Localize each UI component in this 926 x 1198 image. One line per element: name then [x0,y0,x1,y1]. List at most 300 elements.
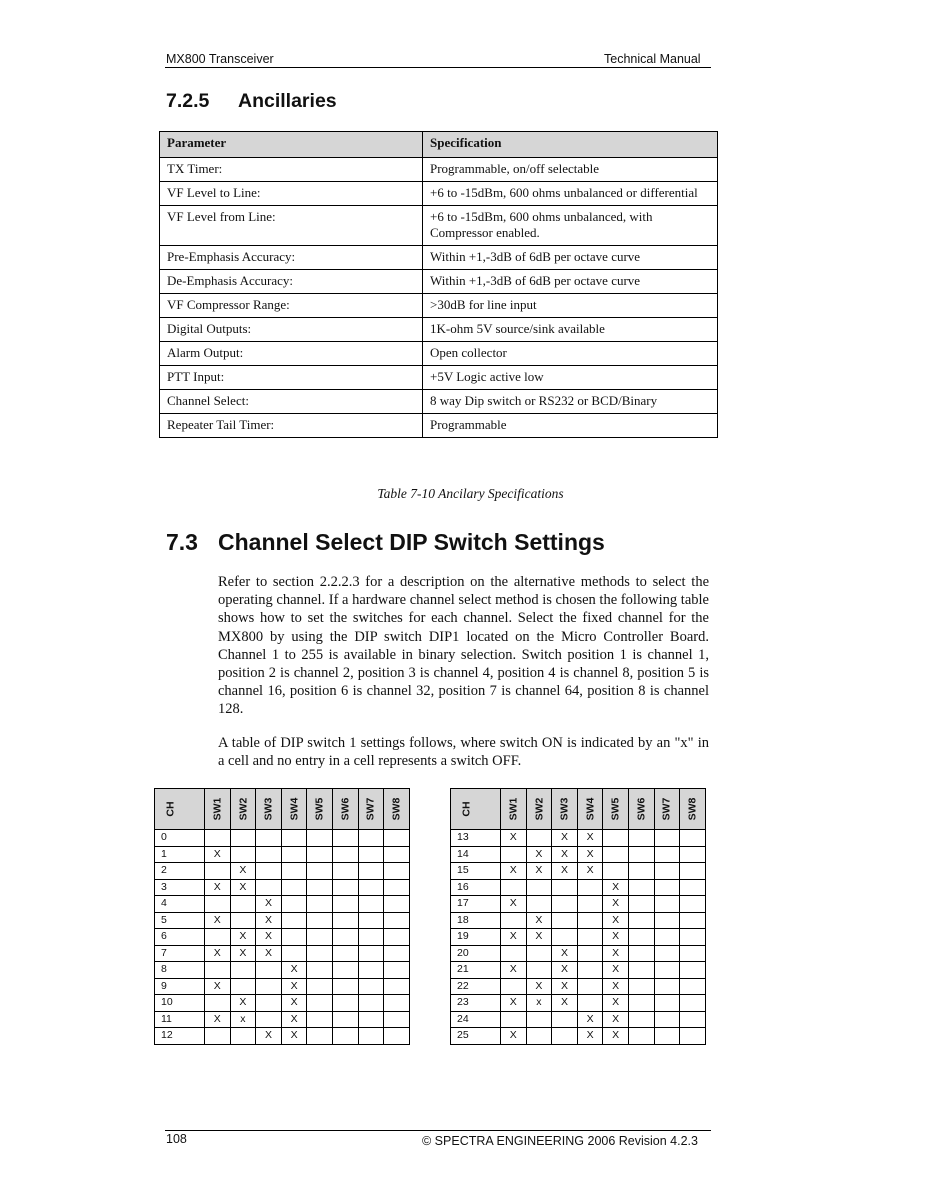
switch-cell [332,863,358,880]
dip-table-header-row [451,789,706,830]
dip-switch-table-left [154,788,410,1045]
parameter-cell: Digital Outputs: [160,318,423,342]
switch-cell [384,912,410,929]
switch-cell [307,896,333,913]
ancillary-spec-table [159,131,718,438]
switch-cell: X [577,846,603,863]
channel-cell: 10 [155,995,205,1012]
switch-cell [654,945,680,962]
switch-cell [332,962,358,979]
switch-cell: X [281,1011,307,1028]
switch-cell [384,830,410,847]
spec-table-row [160,342,718,366]
switch-cell [384,962,410,979]
switch-cell [384,1011,410,1028]
switch-cell [358,978,384,995]
page-number: 108 [166,1132,187,1146]
parameter-cell: VF Compressor Range: [160,294,423,318]
switch-cell [577,995,603,1012]
switch-cell [281,879,307,896]
column-header-sw8 [680,789,706,830]
switch-cell: X [603,929,629,946]
column-header-specification: Specification [423,132,718,158]
switch-cell [654,962,680,979]
switch-cell [577,896,603,913]
dip-table-row [451,1011,706,1028]
switch-cell: X [501,962,527,979]
spec-table-row [160,294,718,318]
switch-cell [281,929,307,946]
dip-table-row [155,879,410,896]
dip-table-row [451,879,706,896]
switch-cell: X [526,978,552,995]
switch-cell [577,879,603,896]
switch-cell [332,945,358,962]
switch-cell: X [256,1028,282,1045]
specification-cell: 1K-ohm 5V source/sink available [423,318,718,342]
switch-cell [384,1028,410,1045]
switch-cell [332,879,358,896]
specification-cell: Open collector [423,342,718,366]
header-label: CH [460,801,473,817]
dip-switch-table-right [450,788,706,1045]
dip-table-row [155,896,410,913]
switch-cell [256,879,282,896]
channel-cell: 13 [451,830,501,847]
dip-table-row [451,929,706,946]
dip-table-row [155,863,410,880]
header-label: SW2 [236,797,249,821]
column-header-sw2 [230,789,256,830]
parameter-cell: Channel Select: [160,390,423,414]
switch-cell [384,929,410,946]
switch-cell [256,1011,282,1028]
specification-cell: Within +1,-3dB of 6dB per octave curve [423,246,718,270]
switch-cell: X [552,978,578,995]
parameter-cell: TX Timer: [160,158,423,182]
header-label: SW1 [211,797,224,821]
switch-cell [256,830,282,847]
column-header-sw6 [628,789,654,830]
switch-cell: X [603,962,629,979]
switch-cell: X [230,863,256,880]
switch-cell: X [552,846,578,863]
switch-cell [358,879,384,896]
switch-cell [205,995,231,1012]
switch-cell [358,1028,384,1045]
dip-table-row [155,830,410,847]
dip-table-row [451,863,706,880]
dip-table-row [155,978,410,995]
dip-table-header-row [155,789,410,830]
switch-cell [526,1011,552,1028]
switch-cell [332,995,358,1012]
switch-cell [205,929,231,946]
switch-cell [628,879,654,896]
switch-cell [552,879,578,896]
switch-cell [680,912,706,929]
dip-table-row [155,1028,410,1045]
switch-cell [205,863,231,880]
switch-cell [307,962,333,979]
switch-cell [654,1011,680,1028]
switch-cell [603,830,629,847]
parameter-cell: VF Level from Line: [160,206,423,246]
switch-cell [230,978,256,995]
switch-cell [628,995,654,1012]
switch-cell [281,863,307,880]
switch-cell [230,896,256,913]
channel-cell: 4 [155,896,205,913]
column-header-sw3 [256,789,282,830]
switch-cell [680,978,706,995]
switch-cell [205,962,231,979]
switch-cell: X [281,978,307,995]
channel-cell: 0 [155,830,205,847]
channel-cell: 20 [451,945,501,962]
switch-cell [256,863,282,880]
switch-cell [654,1028,680,1045]
parameter-cell: VF Level to Line: [160,182,423,206]
column-header-sw7 [654,789,680,830]
dip-table-row [451,896,706,913]
parameter-cell: Pre-Emphasis Accuracy: [160,246,423,270]
switch-cell [205,896,231,913]
specification-cell: +5V Logic active low [423,366,718,390]
column-header-sw3 [552,789,578,830]
switch-cell [654,830,680,847]
channel-cell: 19 [451,929,501,946]
switch-cell: X [603,912,629,929]
switch-cell: X [230,879,256,896]
switch-cell: X [205,978,231,995]
switch-cell [384,863,410,880]
switch-cell [552,912,578,929]
header-label: SW3 [262,797,275,821]
switch-cell [654,995,680,1012]
column-header-parameter: Parameter [160,132,423,158]
switch-cell [384,896,410,913]
channel-cell: 22 [451,978,501,995]
switch-cell: X [577,830,603,847]
channel-cell: 6 [155,929,205,946]
switch-cell [654,863,680,880]
column-header-sw6 [332,789,358,830]
switch-cell [256,962,282,979]
switch-cell [384,995,410,1012]
spec-table-row [160,206,718,246]
switch-cell [628,896,654,913]
switch-cell [332,1011,358,1028]
column-header-sw5 [603,789,629,830]
switch-cell: X [526,846,552,863]
switch-cell [654,978,680,995]
switch-cell [358,846,384,863]
switch-cell: X [281,962,307,979]
section-number: 7.3 [166,529,198,555]
switch-cell [654,929,680,946]
switch-cell: X [603,1011,629,1028]
switch-cell [307,929,333,946]
header-label: CH [164,801,177,817]
switch-cell [358,912,384,929]
switch-cell [501,1011,527,1028]
switch-cell: X [603,1028,629,1045]
switch-cell [501,945,527,962]
specification-cell: Within +1,-3dB of 6dB per octave curve [423,270,718,294]
switch-cell [358,945,384,962]
switch-cell [307,1028,333,1045]
channel-cell: 3 [155,879,205,896]
switch-cell [526,879,552,896]
table-caption: Table 7-10 Ancilary Specifications [377,486,564,501]
switch-cell [680,1011,706,1028]
spec-table-row [160,318,718,342]
dip-table-row [451,978,706,995]
switch-cell: x [526,995,552,1012]
channel-cell: 8 [155,962,205,979]
switch-cell [526,962,552,979]
switch-cell [680,1028,706,1045]
dip-table-row [155,846,410,863]
channel-cell: 15 [451,863,501,880]
switch-cell [384,945,410,962]
switch-cell [281,846,307,863]
header-label: SW6 [339,797,352,821]
switch-cell: X [552,945,578,962]
channel-cell: 11 [155,1011,205,1028]
spec-table-row [160,182,718,206]
spec-table-row [160,270,718,294]
switch-cell [307,1011,333,1028]
channel-cell: 1 [155,846,205,863]
switch-cell [526,1028,552,1045]
switch-cell [628,863,654,880]
header-label: SW8 [686,797,699,821]
switch-cell [307,830,333,847]
switch-cell [307,912,333,929]
switch-cell [501,912,527,929]
column-header-ch [451,789,501,830]
switch-cell [358,1011,384,1028]
spec-table-row [160,158,718,182]
switch-cell [501,846,527,863]
header-label: SW5 [313,797,326,821]
switch-cell [552,1011,578,1028]
switch-cell [680,863,706,880]
switch-cell [307,879,333,896]
switch-cell [577,945,603,962]
switch-cell [680,846,706,863]
switch-cell [552,896,578,913]
header-label: SW6 [635,797,648,821]
switch-cell [332,1028,358,1045]
switch-cell [332,846,358,863]
switch-cell: X [501,1028,527,1045]
switch-cell: X [501,995,527,1012]
dip-table-row [155,929,410,946]
dip-table-row [451,912,706,929]
switch-cell: X [552,830,578,847]
switch-cell [281,830,307,847]
switch-cell: X [281,1028,307,1045]
switch-cell [628,945,654,962]
switch-cell [281,896,307,913]
switch-cell: X [603,879,629,896]
switch-cell [680,830,706,847]
header-label: SW5 [609,797,622,821]
channel-cell: 14 [451,846,501,863]
header-label: SW1 [507,797,520,821]
dip-table-row [451,1028,706,1045]
switch-cell [307,978,333,995]
column-header-sw8 [384,789,410,830]
channel-cell: 2 [155,863,205,880]
switch-cell: x [230,1011,256,1028]
switch-cell [628,830,654,847]
column-header-sw4 [577,789,603,830]
channel-cell: 16 [451,879,501,896]
switch-cell [332,929,358,946]
switch-cell [628,962,654,979]
switch-cell [281,945,307,962]
switch-cell [256,846,282,863]
dip-table-row [451,830,706,847]
specification-cell: +6 to -15dBm, 600 ohms unbalanced or differential [423,182,718,206]
spec-table-header-row [160,132,718,158]
body-paragraph: A table of DIP switch 1 settings follows, where switch ON is indicated by an "x" in a cell and no entry in a cell represents a switch OFF. [218,735,709,770]
switch-cell [526,830,552,847]
column-header-ch [155,789,205,830]
switch-cell [332,896,358,913]
specification-cell: Programmable [423,414,718,438]
switch-cell [654,896,680,913]
switch-cell [628,1028,654,1045]
switch-cell [230,830,256,847]
dip-table-row [155,945,410,962]
switch-cell [577,929,603,946]
footer-copyright: © SPECTRA ENGINEERING 2006 Revision 4.2.3 [422,1134,698,1148]
channel-cell: 18 [451,912,501,929]
switch-cell [501,978,527,995]
switch-cell [680,896,706,913]
switch-cell [230,1028,256,1045]
body-paragraph: Refer to section 2.2.2.3 for a description on the alternative methods to select the operating channel. If a hardware channel select method is chosen the following table shows how to set the switches for each channel. Select the fixed channel for the MX800 by using the DIP switch DIP1 located on the Micro Controller Board. Channel 1 to 255 is available in binary selection. Switch position 1 is channel 1, position 2 is channel 2, position 3 is channel 4, position 4 is channel 8, position 5 is channel 16, position 6 is channel 32, position 7 is channel 64, position 8 is channel 128. [218,574,709,718]
switch-cell: X [603,995,629,1012]
switch-cell: X [256,912,282,929]
column-header-sw4 [281,789,307,830]
switch-cell [307,846,333,863]
switch-cell: X [603,978,629,995]
parameter-cell: Alarm Output: [160,342,423,366]
spec-table-row [160,390,718,414]
switch-cell [384,846,410,863]
dip-table-row [155,1011,410,1028]
switch-cell: X [205,912,231,929]
switch-cell [577,978,603,995]
column-header-sw2 [526,789,552,830]
switch-cell [332,912,358,929]
header-label: SW4 [288,797,301,821]
switch-cell: X [526,863,552,880]
channel-cell: 17 [451,896,501,913]
switch-cell [680,879,706,896]
switch-cell: X [603,945,629,962]
switch-cell: X [501,929,527,946]
channel-cell: 9 [155,978,205,995]
switch-cell [256,995,282,1012]
switch-cell [358,995,384,1012]
switch-cell [603,846,629,863]
parameter-cell: De-Emphasis Accuracy: [160,270,423,294]
switch-cell [680,962,706,979]
switch-cell [552,929,578,946]
switch-cell [307,863,333,880]
switch-cell [358,929,384,946]
switch-cell [628,846,654,863]
switch-cell [577,912,603,929]
switch-cell [307,945,333,962]
spec-table-row [160,414,718,438]
parameter-cell: PTT Input: [160,366,423,390]
dip-table-row [155,962,410,979]
section-heading-dip-switch [166,529,605,556]
switch-cell [230,912,256,929]
switch-cell [577,962,603,979]
switch-cell: X [230,929,256,946]
section-number: 7.2.5 [166,90,210,112]
channel-cell: 5 [155,912,205,929]
column-header-sw5 [307,789,333,830]
column-header-sw1 [205,789,231,830]
header-label: SW3 [558,797,571,821]
header-label: SW4 [584,797,597,821]
switch-cell [552,1028,578,1045]
switch-cell [230,962,256,979]
switch-cell [628,912,654,929]
switch-cell [384,978,410,995]
switch-cell: X [501,896,527,913]
header-label: SW2 [532,797,545,821]
switch-cell [680,995,706,1012]
switch-cell [358,896,384,913]
switch-cell: X [552,863,578,880]
channel-cell: 25 [451,1028,501,1045]
switch-cell [628,929,654,946]
switch-cell [628,1011,654,1028]
switch-cell [526,896,552,913]
switch-cell [281,912,307,929]
switch-cell: X [205,1011,231,1028]
header-rule [165,67,711,68]
switch-cell: X [205,846,231,863]
dip-table-row [451,962,706,979]
channel-cell: 23 [451,995,501,1012]
switch-cell: X [526,912,552,929]
spec-table-row [160,246,718,270]
switch-cell [358,863,384,880]
switch-cell: X [256,945,282,962]
switch-cell: X [205,945,231,962]
switch-cell [358,962,384,979]
switch-cell: X [256,896,282,913]
channel-cell: 7 [155,945,205,962]
switch-cell [526,945,552,962]
channel-cell: 24 [451,1011,501,1028]
switch-cell: X [552,962,578,979]
switch-cell [680,929,706,946]
header-label: SW7 [364,797,377,821]
